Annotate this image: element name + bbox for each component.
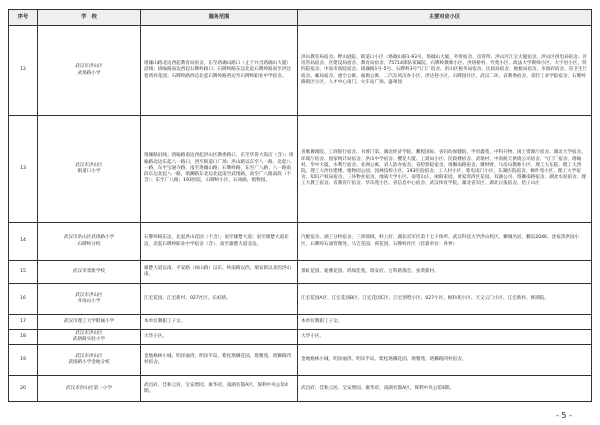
row-range: 大华小区。 — [141, 330, 298, 345]
row-school — [38, 376, 141, 402]
row-no: 16 — [9, 284, 38, 315]
school-district-table — [8, 9, 592, 402]
table-header-row — [9, 10, 592, 26]
table-row — [9, 376, 592, 402]
page-number: - 5 - — [556, 411, 572, 420]
row-communities: 江宏花园A区、江宏花园B区、江宏花园C区、江宏别墅小区、027小区、顾和苑小区、天又云门小区、江宏新村、鲜湖院。 — [298, 284, 592, 315]
row-range: 雄楚大道以南、平安路（岗山路）以东，岭南路以西，瑞安街以北的洪山南。 — [141, 261, 298, 284]
row-range: 石牌岭路东边，北起洪山花园（不含），南至雄楚大道；南至雄楚大道北边，北起石牌岭职业中学宿舍（含），南至雄楚大道北边。 — [141, 223, 298, 261]
header-communities: 主要对应小区 — [298, 10, 592, 26]
row-communities: 洪山教育局宿舍、畔山庭院、街道口小区（珞珈山路1-93号、珞珈山大厦、外贸宿舍、房管所、洪山区江宝大厦宿舍、洪山区供电局宿舍、区房管局宿舍、区建设局宿舍、教育局宿舍、75714部队家属院、石牌岭教师小区、洪珞桥村、竹苑小区、政法大学教师小区、大宇宙小区、铁四院宿舍、中南市政院宿舍、珞珈路1号-5号、石牌岭3号气门厂宿舍、洪山区税务局宿舍、民政局宿舍、地税局宿舍、市政府宿舍、省卫生厅宿舍、邮局宿舍、重空公寓、福源公寓、二汽东风汉办小区、洪达巷小区、石牌园社区、武汉二环、省教委宿舍、省轻工业学院宿舍、石牌岭路街区小区、人才中心南门、火车站广场、盛翠园 — [298, 26, 592, 116]
row-range: 金地格林小城、明泽丽湾、明泽半岛、紫松珞狮花园、珞雅苑、珞狮路四村宿舍。 — [141, 345, 298, 376]
table-row — [9, 315, 592, 330]
school-name-line: 武汉市洪山区第一小学 — [66, 385, 112, 391]
row-communities: 大华小区。 — [298, 330, 592, 345]
row-range: 珞珈山路北边西起教育局宿舍，东至珞珈山路口（止于并含珞珈山大厦）沿线；珞喻路南边西起石牌岭路口；石牌岭路东边北起石牌岭路南至洪达巷鸿祥花园；石牌岭路西边北起石牌岭路西边至石牌岭职业中学宿舍。 — [141, 26, 298, 116]
row-school — [38, 330, 141, 345]
row-school — [38, 315, 141, 330]
row-no: 20 — [9, 376, 38, 402]
row-school — [38, 261, 141, 284]
row-no: 19 — [9, 345, 38, 376]
row-no: 13 — [9, 116, 38, 223]
row-communities: 金地格林小城、明泽丽湾、明泽半岛、紫松珞狮花园、珞雅苑、珞狮路四村宿舍。 — [298, 345, 592, 376]
school-name-line: 井岗山小学 — [77, 299, 101, 304]
table-row — [9, 223, 592, 261]
school-name-line: 武汉市景新学校 — [72, 268, 106, 274]
school-name-line: 武汉市洪山区 — [75, 64, 103, 70]
school-name-line: 武珞路小学金地分校 — [68, 360, 110, 366]
row-school — [38, 223, 141, 261]
table-row — [9, 26, 592, 116]
school-name-line: 街道口小学 — [77, 169, 101, 174]
row-school — [38, 116, 141, 223]
row-no: 14 — [9, 223, 38, 261]
table-row — [9, 116, 592, 223]
school-name-line: 武汉市洪山区 — [75, 292, 103, 298]
row-no: 15 — [9, 261, 38, 284]
table-row — [9, 261, 592, 284]
row-communities: 汽配宿舍、湖工分校宿舍、三鸿领域、岭上府、湖北省军区第十七干休所、武汉科技大学洪山校区、狮城名居、鹏岛2046、沈家湾洪园小区、石牌岭石油管理处、马吉花园、荷花园、石牌岭社区（挂靠单位：各界） — [298, 223, 592, 261]
row-range: 江宏花园、江宏新村、027社区、长虹桥。 — [141, 284, 298, 315]
school-name-line: 武汉市理工大学附属小学 — [63, 318, 115, 324]
header-range: 服务范围 — [141, 10, 298, 26]
header-school: 学 校 — [38, 10, 141, 26]
row-no: 18 — [9, 330, 38, 345]
row-no: 17 — [9, 315, 38, 330]
row-range: 本单位教职工子女。 — [141, 315, 298, 330]
row-communities: 本单位教职工子女。 — [298, 315, 592, 330]
row-communities: 省歌舞剧院、工商银行宿舍、书香门第、湖北经济学院、鹏程国际、省妇幼保健院、学府鑫苑、中科开物、国土资源厅宿舍、湖北大学宿舍、环境厅宿舍、国家统计局宿舍、洪山中学宿舍、樱花大厦、工商局小区、民政楼宿舍、武珞村、中南航天供销公司宿舍、气门厂宿舍、珞喻村、华中大厦、水利厅宿舍、亚洲公寓、省人防办宿舍、省检察院宿舍、珞狮南路宿舍、聚财财、马房山教师小区、理工大东院、理工大西院、理工大西住建楼、植物园公园、园林技校小区、193医院宿舍、工人村小区、紫电南门小区、东湖医院宿舍、枫叶苑小区、理工大学宿舍、知识产权局宿舍、三环物业宿舍、地质大学小区、南望山庄、丽阳家园、黄家湾湾区花园、双湖公司、珞狮南路宿舍、湖北水泥宿舍、理工大教工宿舍、省教育厅宿舍、华乐苑小区、省信息中心宿舍、武汉体育学院、湖北省军区、湖北日报宿舍、桔子山庄 — [298, 116, 592, 223]
row-no: 12 — [9, 26, 38, 116]
row-range: 武昌府、佳和云居、宝安增园、雍华府、南湖名都A区、保利中央公馆4期。 — [141, 376, 298, 402]
row-communities: 景虹花园、迪雅花园、鸿瑞佳苑、瑞安府、万科新都会、张黄新村。 — [298, 261, 592, 284]
row-range: 珞珈路沿线；珞喻路南边西起洪山区教委路口，东至华侨大饭店（含）；珞喻路北边东起八一路口，西至街道口广场；洪山路以东至八一路，北起八一路，东至宝通寺路，南至珞珈山路；石牌岭路，东至广八路；八一路南段东边北起八一路，珞狮路东北边北起南至武珞路，南至广八路南段（不含）；东至广八路；193医院，石牌岭小区，石岗路，植物园。 — [141, 116, 298, 223]
table-row — [9, 330, 592, 345]
table-row — [9, 284, 592, 315]
table-row — [9, 345, 592, 376]
school-name-line: 武汉市洪山区 — [75, 331, 103, 336]
school-name-line: 武汉市洪山区武珞路小学 — [63, 235, 115, 241]
row-school — [38, 26, 141, 116]
school-name-line: 武珞路小学 — [77, 70, 101, 76]
school-name-line: 石牌岭分校 — [77, 241, 101, 247]
school-name-line: 武汉市洪山区 — [75, 354, 103, 360]
row-school — [38, 284, 141, 315]
school-name-line: 武汉市洪山区 — [75, 162, 103, 168]
row-school — [38, 345, 141, 376]
header-no: 序号 — [9, 10, 38, 26]
school-name-line: 武珞路实验小学 — [72, 337, 106, 343]
row-communities: 武昌府、佳和云居、宝安增园、雍华府、南湖名都A区、保利中央公馆4期。 — [298, 376, 592, 402]
